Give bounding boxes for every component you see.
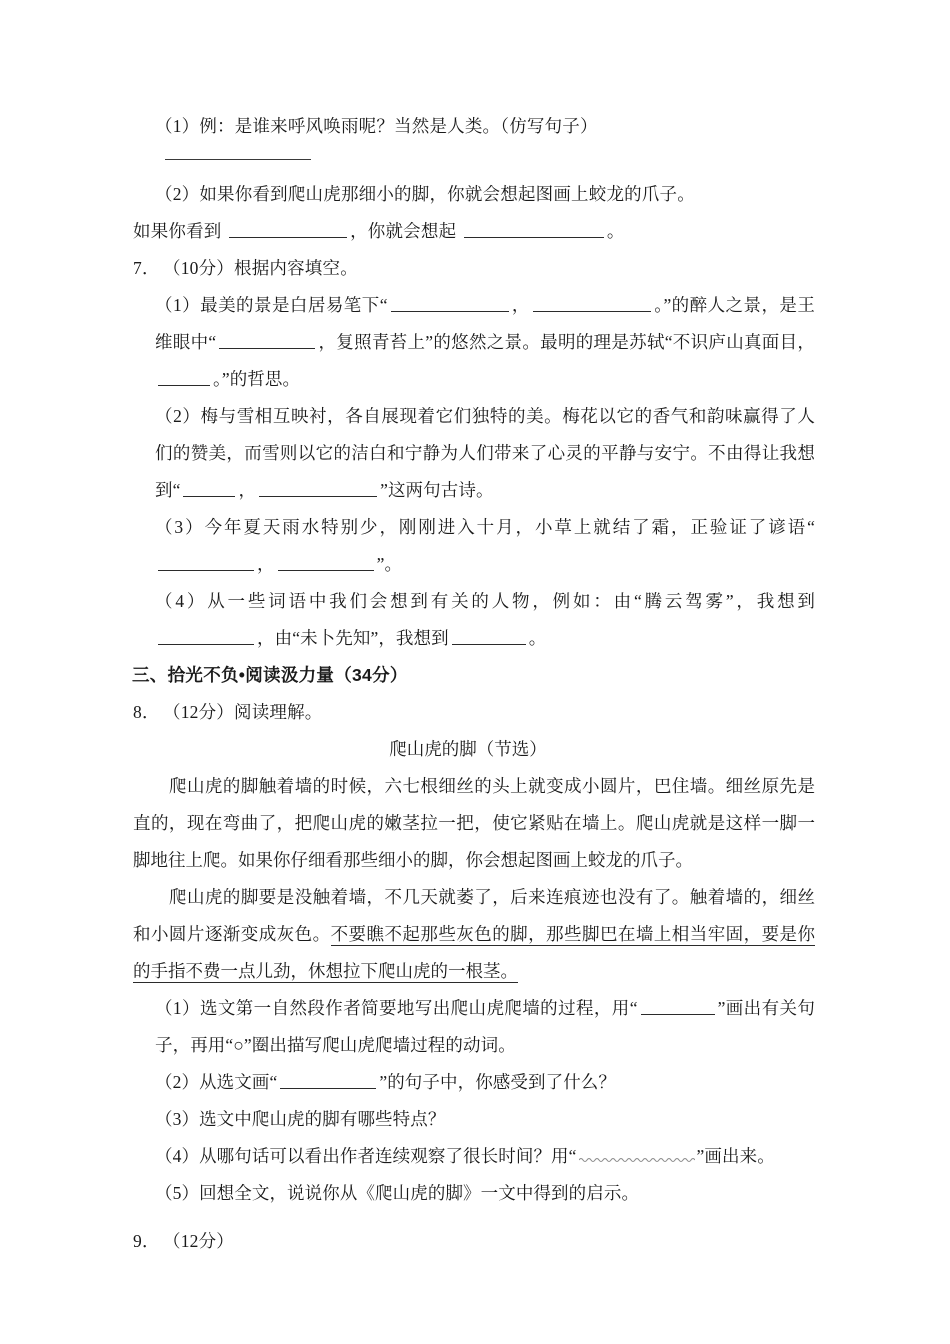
q8-header (133, 694, 815, 731)
q7-score: （10分） (163, 258, 234, 278)
q6-item-2 (133, 176, 815, 213)
q8-stem: 阅读理解。 (234, 702, 323, 722)
q8-sub-2-text-1: 从选文画“ (199, 1072, 278, 1092)
passage-paragraph-2-underlined: 不要瞧不起那些灰色的脚，那些脚巴在墙上相当牢固，要是你的手指不费一点儿劲，休想拉下爬山虎的一根茎。 (133, 924, 816, 981)
q8-sub-1-label: （1） (155, 998, 200, 1018)
q7-sub-2-text-2: ， (238, 480, 257, 500)
q7-sub-4-text-2: ，由“未卜先知”，我想到 (257, 628, 449, 648)
q8-sub-2 (133, 1064, 815, 1101)
passage-paragraph-1: 爬山虎的脚触着墙的时候，六七根细丝的头上就变成小圆片，巴住墙。细丝原先是直的，现在弯曲了，把爬山虎的嫩茎拉一把，使它紧贴在墙上。爬山虎就是这样一脚一脚地往上爬。如果你仔细看那些细小的脚，你会想起图画上蛟龙的爪子。 (133, 776, 815, 870)
q8-sub-1-blank[interactable] (641, 997, 715, 1015)
q7-sub-1-blank-3[interactable] (219, 331, 315, 349)
q8-sub-1-text-2: ”画出有关句子，再用“○”圈出描写爬山虎爬墙过程的动词。 (155, 998, 815, 1055)
q8-sub-4-text-1: 从哪句话可以看出作者连续观察了很长时间？用“ (199, 1146, 577, 1166)
q7-sub-4-text-3: 。 (528, 628, 547, 648)
q7-sub-1-text-4: ，复照青苔上”的悠然之景。最明的理是苏轼“不识庐山真面目， (318, 332, 816, 352)
q7-sub-1-text-1: 最美的景是白居易笔下“ (200, 295, 388, 315)
q8-sub-3 (133, 1101, 815, 1138)
q7-sub-2-blank-1[interactable] (183, 479, 235, 497)
q8-sub-2-label: （2） (155, 1072, 200, 1092)
q8-sub-4-label: （4） (155, 1146, 200, 1166)
q6-answer-mid: ，你就会想起 (350, 221, 457, 241)
q6-item-2-text: 如果你看到爬山虎那细小的脚，你就会想起图画上蛟龙的爪子。 (199, 184, 695, 204)
q6-answer-prefix: 如果你看到 (133, 221, 222, 241)
q7-sub-3-blank-1[interactable] (158, 553, 254, 571)
q8-number: 8． (133, 702, 160, 722)
q8-score: （12分） (163, 702, 234, 722)
q6-answer-blank-2[interactable] (464, 220, 604, 238)
q7-sub-1-label: （1） (155, 295, 201, 315)
q7-sub-4 (133, 583, 815, 657)
q7-sub-1-blank-4[interactable] (158, 368, 210, 386)
q8-sub-3-text-1: 选文中爬山虎的脚有哪些特点？ (199, 1109, 446, 1129)
passage-paragraph-2-plain: 爬山虎的脚要是没触着墙，不几天就萎了，后来连痕迹也没有了。触着墙的，细丝和小圆片逐渐变成灰色。 (133, 887, 815, 944)
q8-sub-4 (133, 1138, 815, 1175)
q6-item-2-label: （2） (155, 184, 200, 204)
q8-sub-5 (133, 1175, 815, 1212)
q7-stem: 根据内容填空。 (234, 258, 358, 278)
q7-sub-2 (133, 398, 815, 509)
q7-sub-2-text-3: ”这两句古诗。 (380, 480, 494, 500)
q7-sub-3-label: （3） (155, 517, 205, 537)
passage-title: 爬山虎的脚（节选） (389, 739, 547, 759)
q7-sub-3-text-2: ， (257, 554, 275, 574)
q9-header (133, 1223, 815, 1260)
spacer (133, 1212, 815, 1223)
q8-sub-5-label: （5） (155, 1183, 200, 1203)
q7-sub-4-text-1: 从一些词语中我们会想到有关的人物，例如：由“腾云驾雾”，我想到 (207, 591, 815, 611)
q8-sub-2-blank[interactable] (280, 1071, 376, 1089)
q8-sub-1-text-1: 选文第一自然段作者简要地写出爬山虎爬墙的过程，用“ (199, 998, 638, 1018)
q6-item-1-answer-rule[interactable] (165, 159, 311, 160)
q7-header (133, 250, 815, 287)
q8-sub-3-label: （3） (155, 1109, 200, 1129)
section-3-heading: 三、拾光不负•阅读汲力量（34分） (132, 665, 408, 685)
q8-sub-4-wavy-blank[interactable] (579, 1147, 695, 1165)
q7-sub-3-text-3: ”。 (376, 554, 403, 574)
q8-sub-2-text-2: ”的句子中，你感受到了什么？ (379, 1072, 617, 1092)
q7-sub-1-blank-1[interactable] (391, 294, 509, 312)
q6-item-1-label: （1） (155, 116, 200, 136)
q7-sub-1-text-5: 。”的哲思。 (213, 369, 301, 389)
q7-sub-2-label: （2） (155, 406, 201, 426)
q7-sub-4-label: （4） (155, 591, 208, 611)
q7-sub-1 (133, 287, 815, 398)
q7-sub-1-blank-2[interactable] (533, 294, 651, 312)
q7-sub-4-blank-1[interactable] (158, 627, 254, 645)
q6-item-2-answer-row (133, 213, 815, 250)
q9-number: 9． (133, 1231, 160, 1251)
q7-sub-3-text-1: 今年夏天雨水特别少，刚刚进入十月，小草上就结了霜，正验证了谚语“ (204, 517, 815, 537)
q9-score: （12分） (163, 1231, 234, 1251)
q6-answer-blank-1[interactable] (229, 220, 347, 238)
q7-sub-3-blank-2[interactable] (278, 553, 374, 571)
q6-item-1-text: 例：是谁来呼风唤雨呢？当然是人类。（仿写句子） (199, 116, 598, 136)
q8-sub-5-text-1: 回想全文，说说你从《爬山虎的脚》一文中得到的启示。 (199, 1183, 640, 1203)
q8-sub-4-text-2: ”画出来。 (696, 1146, 775, 1166)
q7-sub-3 (133, 509, 815, 583)
q6-answer-suffix: 。 (606, 221, 625, 241)
q7-sub-4-blank-2[interactable] (452, 627, 526, 645)
q8-sub-1 (133, 990, 815, 1064)
q7-sub-2-blank-2[interactable] (259, 479, 377, 497)
q7-sub-2-text-1: 梅与雪相互映衬，各自展现着它们独特的美。梅花以它的香气和韵味赢得了人们的赞美，而雪则以它的洁白和宁静为人们带来了心灵的平静与安宁。不由得让我想到“ (155, 406, 815, 500)
passage-paragraph-2 (133, 879, 815, 990)
q7-number: 7． (133, 258, 160, 278)
q7-sub-1-text-3: 。”的醉人之景，是王维眼中“ (155, 295, 815, 352)
q6-item-1 (133, 108, 815, 145)
q7-sub-1-text-2: ， (511, 295, 530, 315)
